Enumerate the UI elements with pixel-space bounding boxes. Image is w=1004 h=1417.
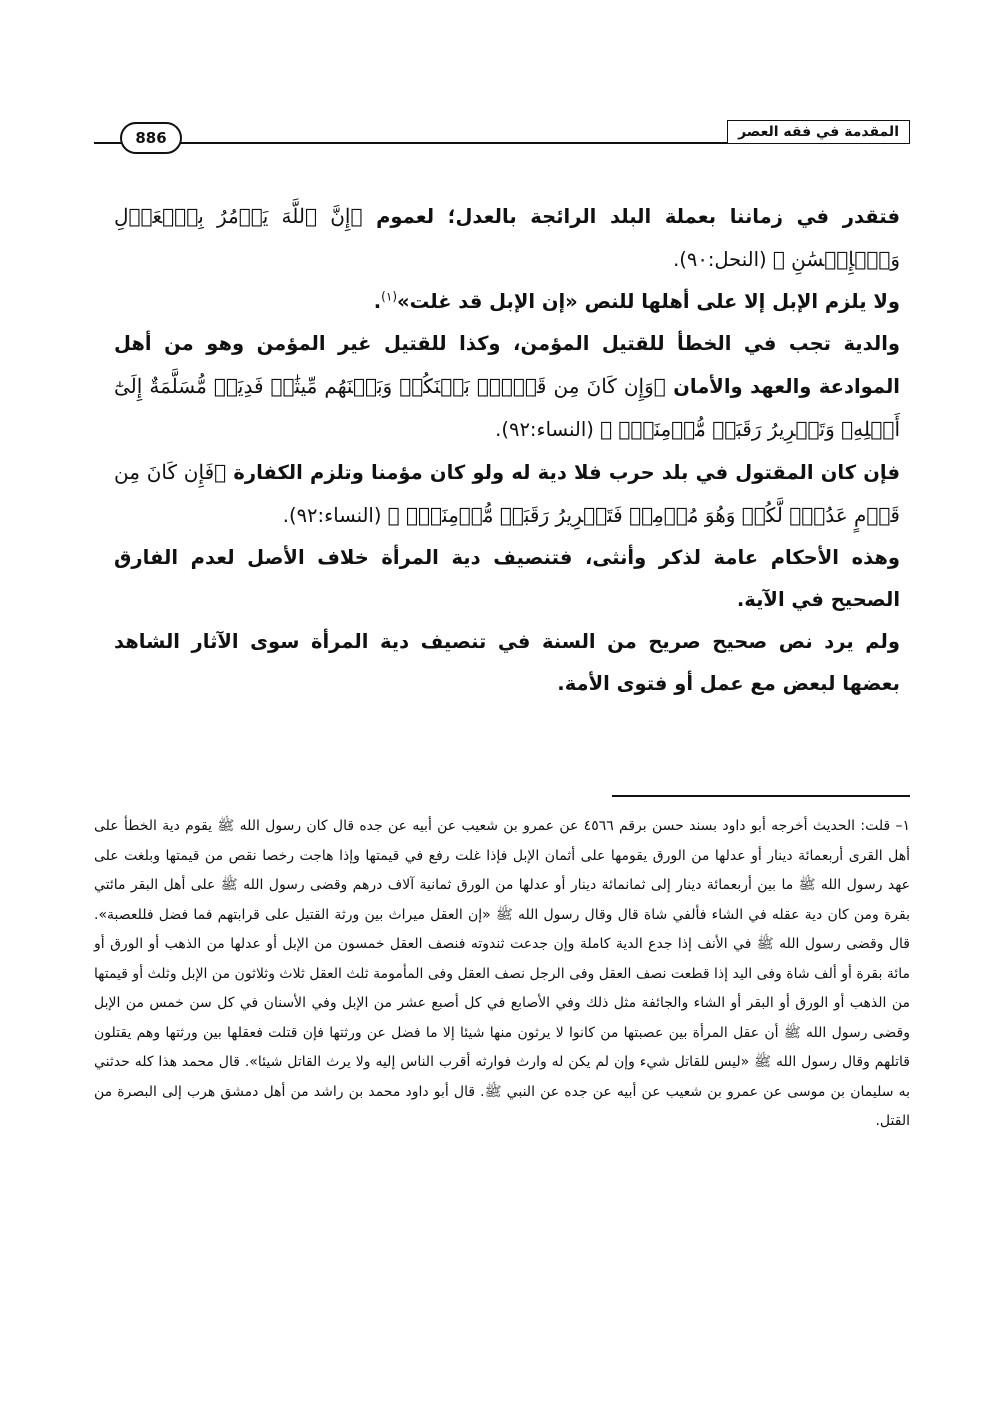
verse-reference-3: (النساء:٩٢). xyxy=(282,504,388,527)
running-title: المقدمة في فقه العصر xyxy=(727,120,910,143)
paragraph-4-text: فإن كان المقتول في بلد حرب فلا دية له ولو كان مؤمنا وتلزم الكفارة xyxy=(226,461,900,484)
paragraph-1-text: فتقدر في زماننا بعملة البلد الرائجة بالعدل؛ لعموم xyxy=(362,205,900,228)
paragraph-1 xyxy=(114,195,910,281)
verse-reference-2: (النساء:٩٢). xyxy=(495,418,601,441)
quran-verse-2: ﴿وَإِن كَانَ مِن قَوۡمِۭ بَيۡنَكُمۡ وَبَيۡنَهُم مِّيثَٰقٞ فَدِيَةٞ مُّسَلَّمَةٌ إِلَىٰٓ أَهۡلِهِۦ وَتَحۡرِيرُ رَقَبَةٖ مُّؤۡمِنَةٖۖ ﴾ xyxy=(114,374,900,441)
paragraph-3 xyxy=(114,323,910,451)
footnote-separator xyxy=(612,795,910,797)
paragraph-2 xyxy=(114,281,910,323)
paragraph-5: وهذه الأحكام عامة لذكر وأنثى، فتنصيف دية المرأة خلاف الأصل لعدم الفارق الصحيح في الآية. xyxy=(114,546,900,611)
paragraph-3-text: والدية تجب في الخطأ للقتيل المؤمن، وكذا للقتيل غير المؤمن وهو من أهل الموادعة والعهد والأمان xyxy=(114,332,900,398)
quran-verse-1: ﴿إِنَّ ٱللَّهَ يَأۡمُرُ بِٱلۡعَدۡلِ وَٱلۡإِحۡسَٰنِ ﴾ xyxy=(114,204,900,271)
page-header xyxy=(94,112,910,152)
main-text xyxy=(114,195,910,705)
footnote-marker[interactable]: (١) xyxy=(381,289,397,304)
page-number: 886 xyxy=(120,122,182,154)
paragraph-4 xyxy=(114,451,910,537)
paragraph-6: ولم يرد نص صحيح صريح من السنة في تنصيف دية المرأة سوى الآثار الشاهد بعضها لبعض مع عمل أو فتوى الأمة. xyxy=(114,630,900,695)
verse-reference-1: (النحل:٩٠). xyxy=(673,248,773,271)
footnote-text: ١– قلت: الحديث أخرجه أبو داود بسند حسن برقم ٤٥٦٦ عن عمرو بن شعيب عن أبيه عن جده قال كان رسول الله ﷺ يقوم دية الخطأ على أهل القرى أربعمائة دينار أو عدلها من الورق يقومها على أثمان الإبل فإذا غلت رفع في قيمتها وإذا هاجت رخصا نقص من قيمتها وبلغت على عهد رسول الله ﷺ ما بين أربعمائة دينار إلى ثمانمائة دينار أو عدلها من الورق ثمانية آلاف درهم وقضى رسول الله ﷺ على أهل البقر مائتي بقرة ومن كان دية عقله في الشاء فألفي شاة قال وقال رسول الله ﷺ «إن العقل ميراث بين ورثة القتيل على قرابتهم فما فضل فللعصبة». قال وقضى رسول الله ﷺ في الأنف إذا جدع الدية كاملة وإن جدعت ثندوته فنصف العقل خمسون من الإبل أو عدلها من الذهب أو الورق أو مائة بقرة أو ألف شاة وفى اليد إذا قطعت نصف العقل وفى الرجل نصف العقل وفى المأمومة ثلث العقل ثلاث وثلاثون من الإبل وثلث أو قيمتها من الذهب أو الورق أو البقر أو الشاء والجائفة مثل ذلك وفي الأصابع في كل أصبع عشر من الإبل وفي الأسنان في كل سن خمس من الإبل وقضى رسول الله ﷺ أن عقل المرأة بين عصبتها من كانوا لا يرثون منها شيئا إلا ما فضل عن ورثتها فإن قتلت فعقلها بين ورثتها وهم يقتلون قاتلهم وقال رسول الله ﷺ «ليس للقاتل شيء وإن لم يكن له وارث فوارثه أقرب الناس إليه ولا يرث القاتل شيئا». قال محمد هذا كله حدثني به سليمان بن موسى عن عمرو بن شعيب عن أبيه عن جده عن النبي ﷺ. قال أبو داود محمد بن راشد من أهل دمشق هرب إلى البصرة من القتل. xyxy=(94,818,911,1129)
paragraph-2-end: . xyxy=(373,290,382,313)
quran-verse-3: ﴿فَإِن كَانَ مِن قَوۡمٍ عَدُوّٖ لَّكُمۡ وَهُوَ مُؤۡمِنٞ فَتَحۡرِيرُ رَقَبَةٖ مُّؤۡمِنَةٖۖ ﴾ xyxy=(114,460,900,527)
paragraph-2-text: ولا يلزم الإبل إلا على أهلها للنص «إن الإبل قد غلت» xyxy=(397,290,900,313)
